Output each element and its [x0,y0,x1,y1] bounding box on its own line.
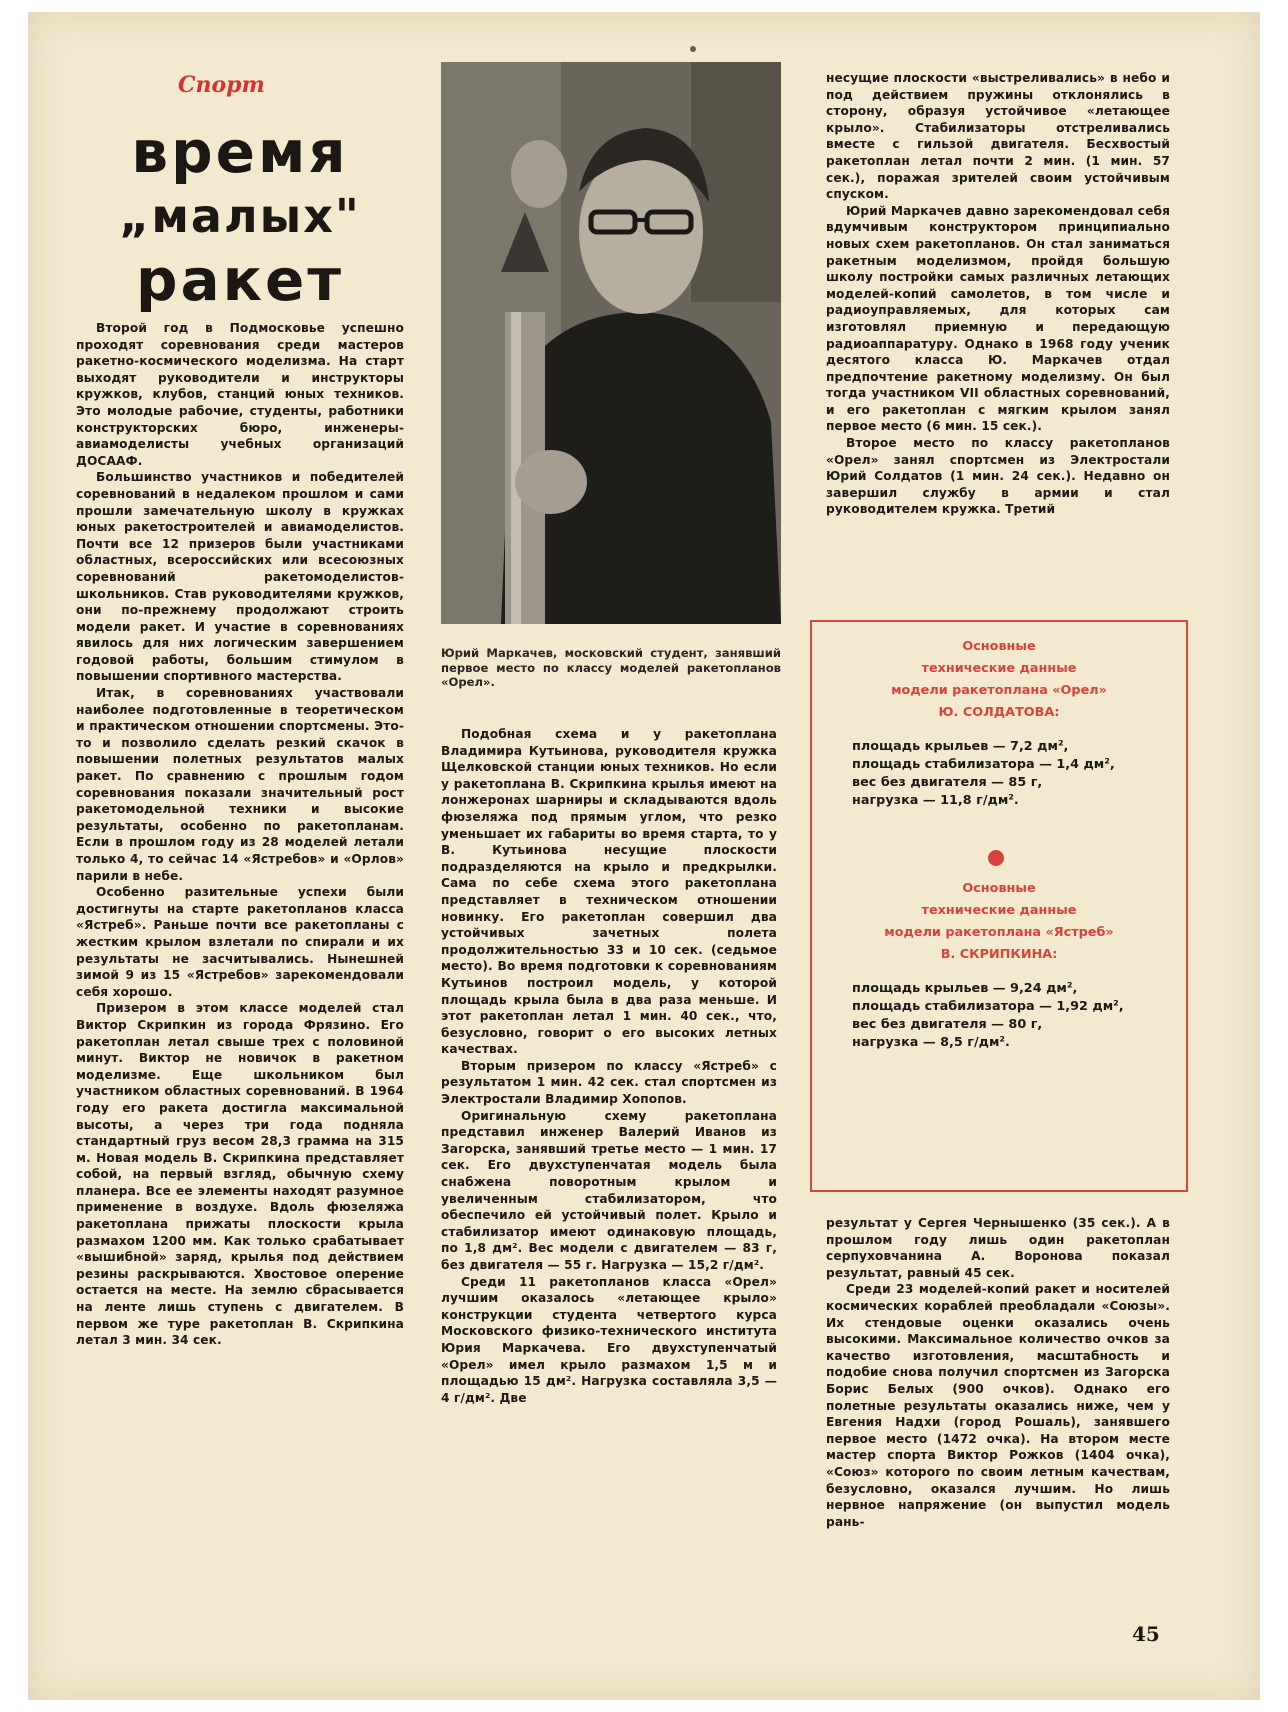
specs-author: Ю. СОЛДАТОВА: [938,705,1060,720]
specs-infobox [810,620,1188,1192]
specs-row: нагрузка — 11,8 г/дм². [852,793,1019,808]
paragraph: Среди 11 ракетопланов класса «Орел» лучшим оказалось «летающее крыло» конструкции студента четвертого курса Московского физико-технического института Юрия Маркачева. Его двухступенчатый «Орел» имел крыло размахом 1,5 м и площадью 15 дм². Нагрузка составляла 3,5 — 4 г/дм². Две [441,1274,777,1405]
paragraph: Оригинальную схему ракетоплана представил инженер Валерий Иванов из Загорска, занявший третье место — 1 мин. 17 сек. Его двухступенчатая модель была снабжена поворотным крылом и увеличенным стабилизатором, что обеспечило ей устойчивый полет. Крыло и стабилизатор имеют одинаковую площадь, по 1,8 дм². Вес модели с двигателем — 83 г, без двигателя — 55 г. Нагрузка — 15,2 г/дм². [441,1108,777,1272]
paragraph: результат у Сергея Чернышенко (35 сек.). А в прошлом году лишь один ракетоплан серпуховчанина А. Воронова показал результат, равный 45 сек. [826,1216,1170,1280]
specs-row: вес без двигателя — 80 г, [852,1017,1043,1032]
specs-row: площадь крыльев — 7,2 дм², [852,739,1069,754]
specs-list [852,738,1186,810]
print-mark [690,46,696,52]
article-column-3-top [826,70,1170,518]
paragraph: Вторым призером по классу «Ястреб» с результатом 1 мин. 42 сек. стал спортсмен из Электростали Владимир Хопопов. [441,1058,777,1107]
section-rubric: Спорт [178,72,265,98]
magazine-page [28,12,1260,1700]
paragraph: Среди 23 моделей-копий ракет и носителей космических кораблей преобладали «Союзы». Их стендовые оценки оказались очень высокими. Максимальное количество очков за качество изготовления, масштабность и подобие снова получил спортсмен из Загорска Борис Белых (900 очков). Однако его полетные результаты оказались ниже, чем у Евгения Надхи (город Рошаль), занявшего первое место (1472 очка). На втором месте мастер спорта Виктор Рожков (1404 очка), «Союз» которого по своим летным качествам, безусловно, оказался лучшим. Но лишь нервное напряжение (он выпустил модель рань- [826,1282,1170,1529]
paragraph: Особенно разительные успехи были достигнуты на старте ракетопланов класса «Ястреб». Раньше почти все ракетопланы с жестким крылом взлетали по спирали и их результаты не засчитывались. Нынешней зимой 9 из 15 «Ястребов» зарекомендовали себя хорошо. [76,885,404,999]
specs-title: технические данные [921,661,1077,676]
specs-title: технические данные [921,903,1077,918]
article-column-2 [441,726,777,1406]
specs-row: вес без двигателя — 85 г, [852,775,1043,790]
specs-title: Основные [962,639,1036,654]
specs-orel [812,636,1186,810]
paragraph: Второй год в Подмосковье успешно проходят соревнования среди мастеров ракетно-космического моделизма. На старт выходят руководители и инструкторы кружков, клубов, станций юных техников. Это молодые рабочие, студенты, работники конструкторских бюро, инженеры-авиамоделисты учебных организаций ДОСААФ. [76,321,404,468]
headline-line-2: „малых" [119,189,361,243]
article-headline [78,120,402,312]
headline-line-3: ракет [136,246,344,314]
photo-illustration [441,62,781,624]
paragraph: Большинство участников и победителей соревнований в недалеком прошлом и сами прошли замечательную школу в кружках юных ракетостроителей и авиамоделистов. Почти все 12 призеров были участниками областных, всероссийских или всесоюзных соревнований ракетомоделистов-школьников. Став руководителями кружков, они по-прежнему продолжают строить модели ракет. И участие в соревнованиях явилось для них логическим завершением годовой работы, большим стимулом в повышении спортивного мастерства. [76,470,404,684]
specs-title: модели ракетоплана «Орел» [891,683,1107,698]
page-number: 45 [1132,1622,1160,1646]
paragraph: Призером в этом классе моделей стал Виктор Скрипкин из города Фрязино. Его ракетоплан летал свыше трех с половиной минут. Виктор не новичок в ракетном моделизме. Еще школьником был участником областных соревнований. В 1964 году его ракета достигла максимальной высоты, а через три года подняла стандартный груз весом 28,3 грамма на 315 м. Новая модель В. Скрипкина представляет собой, на первый взгляд, обычную схему планера. Все ее элементы находят разумное применение в воздухе. Вдоль фюзеляжа ракетоплана прижаты плоскости крыла размахом 1200 мм. Как только срабатывает «вышибной» заряд, крылья под действием резины раскрываются. Хвостовое оперение остается на месте. На землю сбрасывается на ленте лишь ступень с двигателем. В первом же туре ракетоплан В. Скрипкина летал 3 мин. 34 сек. [76,1001,404,1348]
specs-row: площадь крыльев — 9,24 дм², [852,981,1078,996]
specs-title: модели ракетоплана «Ястреб» [884,925,1114,940]
photo-caption: Юрий Маркачев, московский студент, занявший первое место по классу моделей ракетопланов «Орел». [441,646,781,689]
specs-row: нагрузка — 8,5 г/дм². [852,1035,1010,1050]
article-column-3-bottom [826,1215,1170,1530]
paragraph: Юрий Маркачев давно зарекомендовал себя вдумчивым конструктором принципиально новых схем ракетопланов. Он стал заниматься ракетным моделизмом, пройдя большую школу постройки самых различных летающих моделей-копий самолетов, в том числе и радиоуправляемых, для которых сам изготовлял приемную и передающую радиоаппаратуру. Однако в 1968 году ученик десятого класса Ю. Маркачев отдал предпочтение ракетному моделизму. Он был тогда участником VII областных соревнований, и его ракетоплан с мягким крылом занял первое место (6 мин. 15 сек.). [826,203,1170,434]
portrait-photo [441,62,781,624]
bullet-separator [988,850,1004,866]
specs-yastreb [812,878,1186,1052]
specs-row: площадь стабилизатора — 1,4 дм², [852,757,1115,772]
specs-row: площадь стабилизатора — 1,92 дм², [852,999,1124,1014]
paragraph: несущие плоскости «выстреливались» в небо и под действием пружины отклонялись в сторону, образуя устойчивое «летающее крыло». Стабилизаторы отстреливались вместе с гильзой двигателя. Бесхвостый ракетоплан летал почти 2 мин. (1 мин. 57 сек.), поражая зрителей своим устойчивым спуском. [826,71,1170,202]
specs-author: В. СКРИПКИНА: [940,947,1058,962]
headline-line-1: время [131,118,349,186]
article-column-1 [76,320,404,1349]
paragraph: Второе место по классу ракетопланов «Орел» занял спортсмен из Электростали Юрий Солдатов (1 мин. 24 сек.). Недавно он завершил службу в армии и стал руководителем кружка. Третий [826,436,1170,517]
specs-list [852,980,1186,1052]
specs-title: Основные [962,881,1036,896]
paragraph: Подобная схема и у ракетоплана Владимира Кутьинова, руководителя кружка Щелковской станции юных техников. Но если у ракетоплана В. Скрипкина крылья имеют на лонжеронах шарниры и складываются вдоль фюзеляжа под прямым углом, что резко уменьшает их габариты во время старта, то у В. Кутьинова несущие плоскости подразделяются на крыло и предкрылки. Сама по себе схема этого ракетоплана представляет в техническом отношении новинку. Его ракетоплан совершил два устойчивых зачетных полета продолжительностью 33 и 10 сек. (седьмое место). Во время подготовки к соревнованиям Кутьинов построил модель, у которой площадь крыла была в два раза меньше. И этот ракетоплан летал 1 мин. 40 сек., что, безусловно, говорит о его высоких летных качествах. [441,727,777,1057]
paragraph: Итак, в соревнованиях участвовали наиболее подготовленные в теоретическом и практическом отношении спортсмены. Это-то и позволило сделать резкий скачок в повышении полетных результатов малых ракет. По сравнению с прошлым годом соревнования показали значительный рост ракетомодельной техники и высокие результаты, особенно по ракетопланам. Если в прошлом году из 28 моделей летали только 4, то сейчас 14 «Ястребов» и «Орлов» парили в небе. [76,686,404,883]
